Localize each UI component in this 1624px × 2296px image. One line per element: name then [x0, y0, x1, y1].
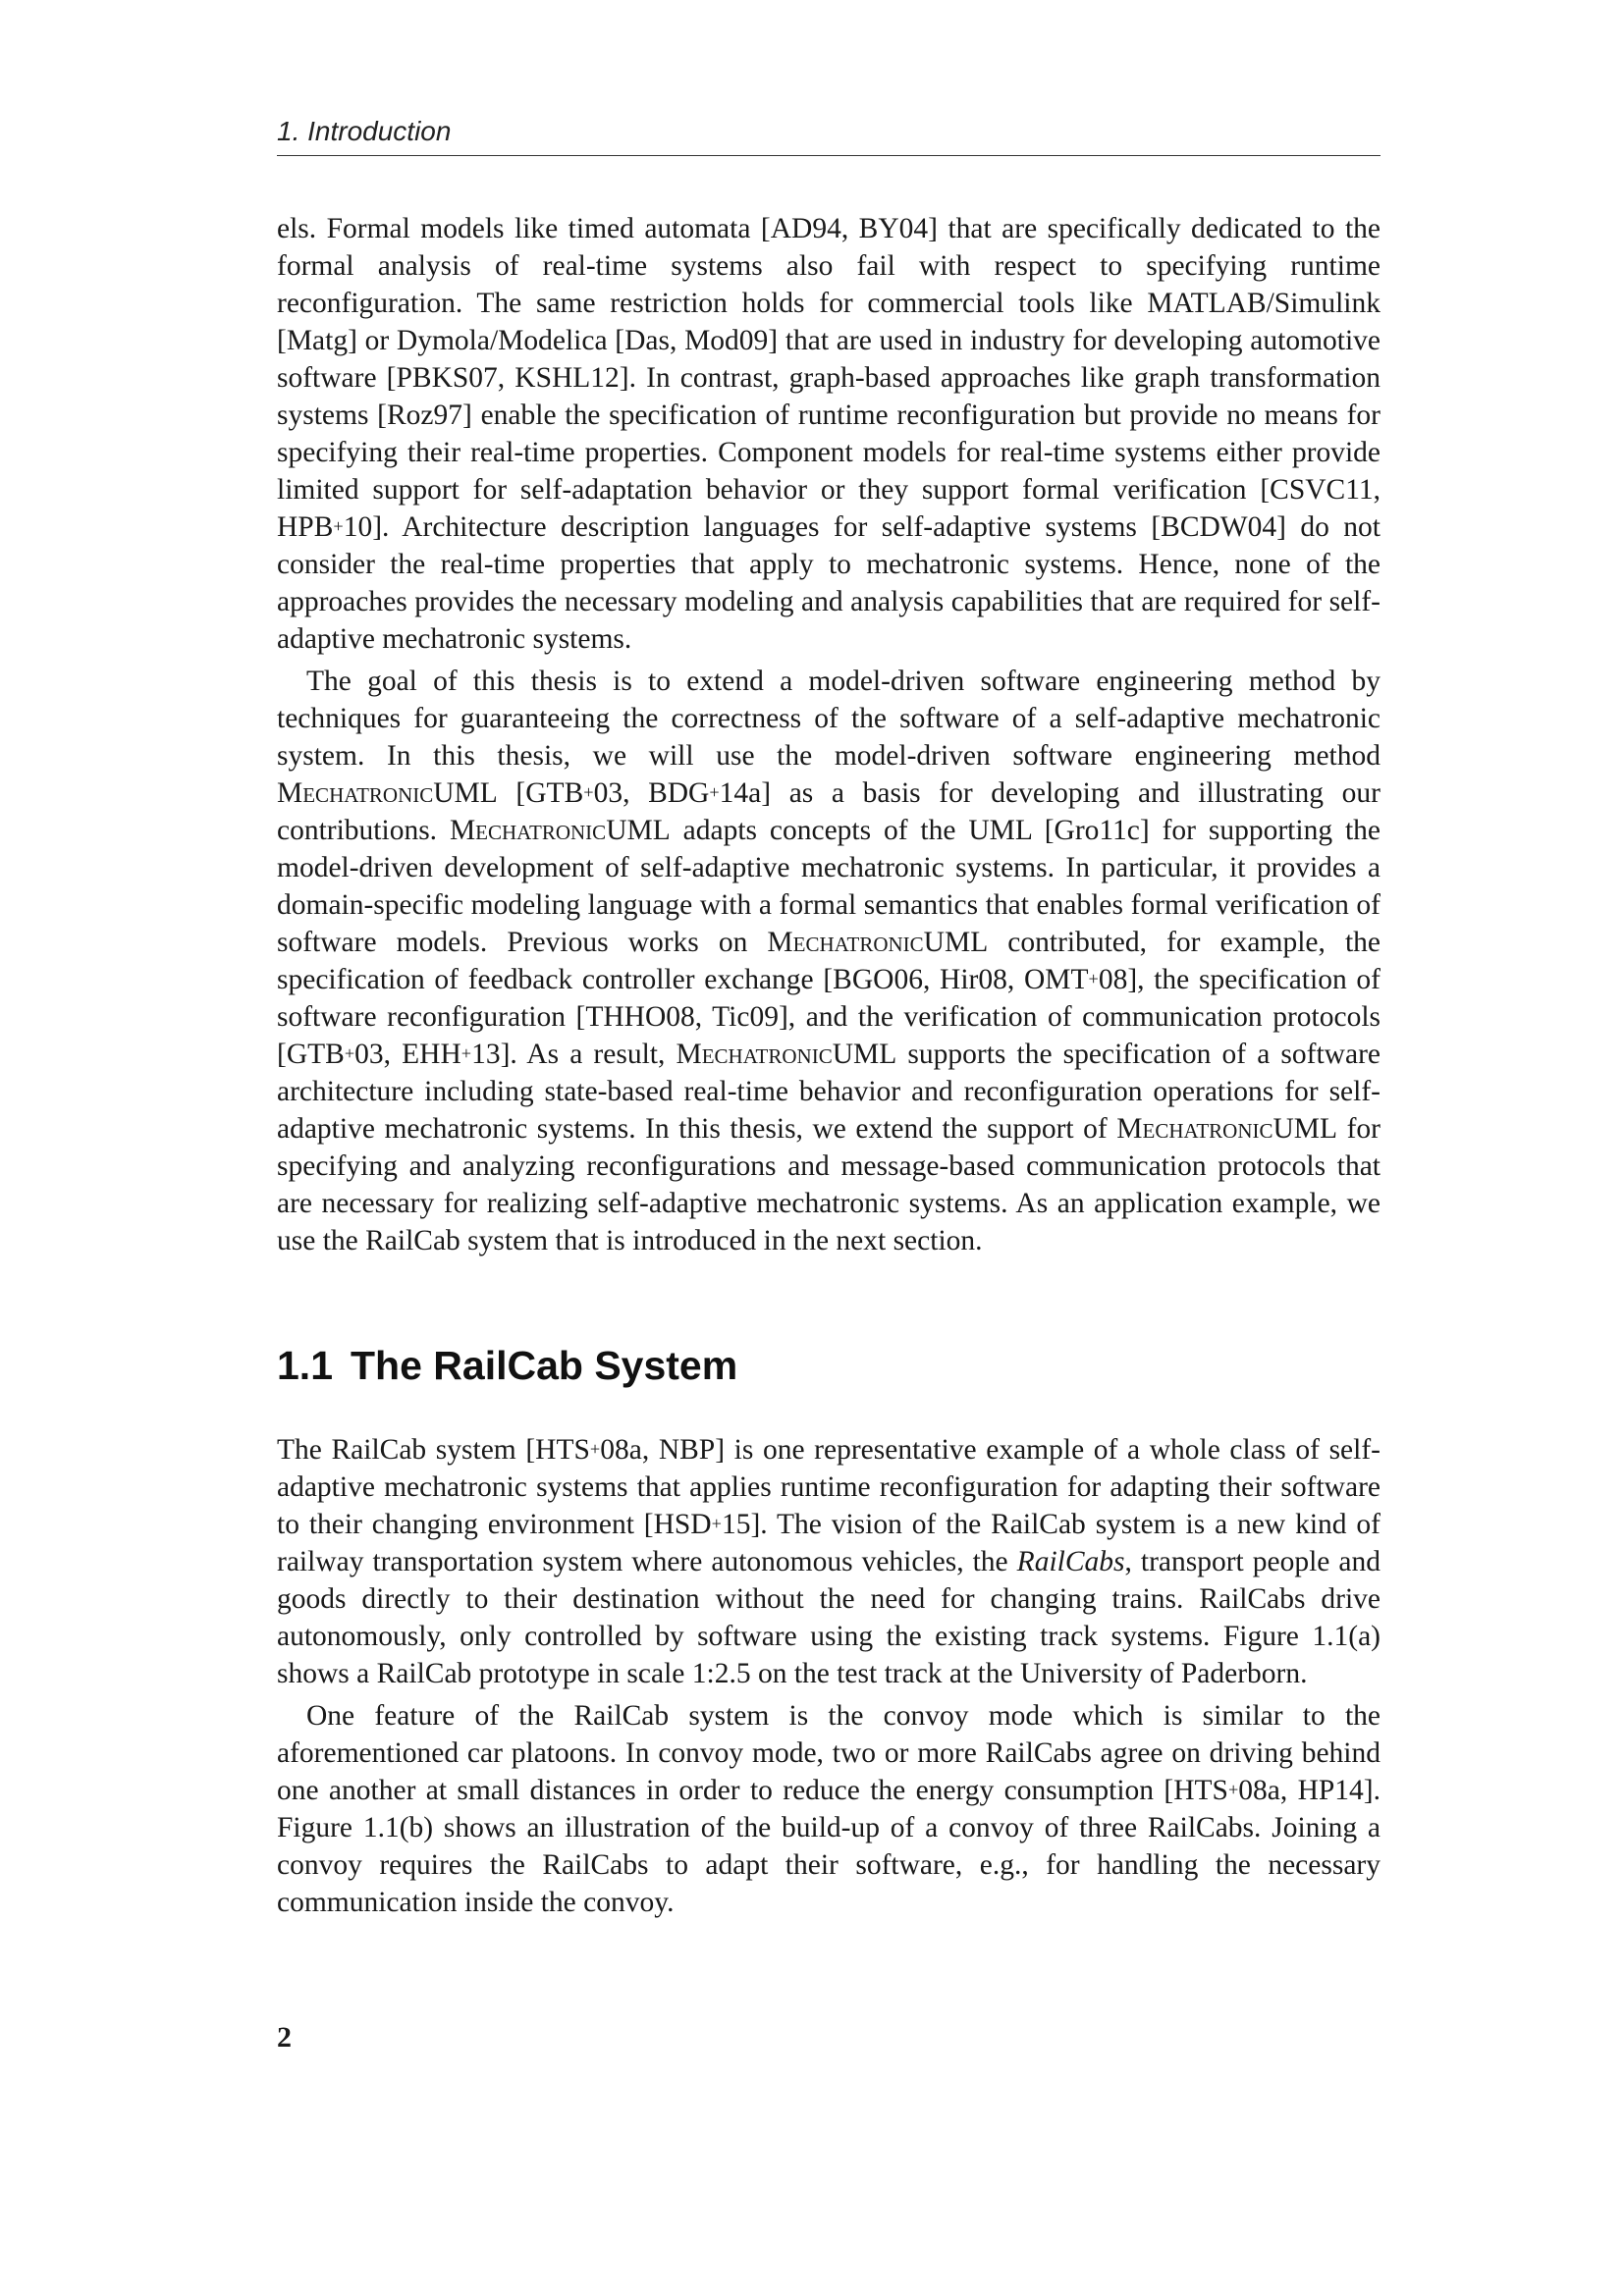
paragraph: els. Formal models like timed automata [AD94, BY04] that are specifically dedicated to the formal analysis of real-time systems also fail with respect to specifying runtime reconfiguration. The same restriction holds for commercial tools like MATLAB/Simulink [Matg] or Dymola/Modelica [Das, Mod09] that are used in industry for developing automotive software [PBKS07, KSHL12]. In contrast, graph-based approaches like graph transformation systems [Roz97] enable the specification of runtime reconfiguration but provide no means for specifying their real-time properties. Component models for real-time systems either provide limited support for self-adaptation behavior or they support formal verification [CSVC11, HPB+10]. Architecture description languages for self-adaptive systems [BCDW04] do not consider the real-time properties that apply to mechatronic systems. Hence, none of the approaches provides the necessary modeling and analysis capabilities that are required for self-adaptive mechatronic systems.: [277, 213, 1380, 655]
section-title: The RailCab System: [351, 1343, 738, 1388]
intro-body: [277, 210, 1380, 1259]
section-heading: [277, 1341, 737, 1390]
paper-page: [277, 0, 1380, 2296]
paragraph: The goal of this thesis is to extend a model-driven software engineering method by techniques for guaranteeing the correctness of the software of a self-adaptive mechatronic system. In this thesis, we will use the model-driven software engineering method MechatronicUML [GTB+03, BDG+14a] as a basis for developing and illustrating our contributions. MechatronicUML adapts concepts of the UML [Gro11c] for supporting the model-driven development of self-adaptive mechatronic systems. In particular, it provides a domain-specific modeling language with a formal semantics that enables formal verification of software models. Previous works on MechatronicUML contributed, for example, the specification of feedback controller exchange [BGO06, Hir08, OMT+08], the specification of software reconfiguration [THHO08, Tic09], and the verification of communication protocols [GTB+03, EHH+13]. As a result, MechatronicUML supports the specification of a software architecture including state-based real-time behavior and reconfiguration operations for self-adaptive mechatronic systems. In this thesis, we extend the support of MechatronicUML for specifying and analyzing reconfigurations and message-based communication protocols that are necessary for realizing self-adaptive mechatronic systems. As an application example, we use the RailCab system that is introduced in the next section.: [277, 666, 1380, 1256]
term-mechatronicuml: MechatronicUML: [767, 927, 989, 958]
page-number: 2: [277, 2021, 292, 2054]
paragraph: One feature of the RailCab system is the convoy mode which is similar to the aforementioned car platoons. In convoy mode, two or more RailCabs agree on driving behind one another at small distances in order to reduce the energy consumption [HTS+08a, HP14]. Figure 1.1(b) shows an illustration of the build-up of a convoy of three RailCabs. Joining a convoy requires the RailCabs to adapt their software, e.g., for handling the necessary communication inside the convoy.: [277, 1700, 1380, 1918]
section-number: 1.1: [277, 1343, 333, 1388]
running-title: 1. Introduction: [277, 116, 452, 146]
term-mechatronicuml: MechatronicUML: [277, 777, 498, 809]
section-body: [277, 1431, 1380, 1921]
running-header: [277, 112, 1380, 156]
term-mechatronicuml: MechatronicUML: [449, 815, 671, 846]
term-mechatronicuml: MechatronicUML: [1116, 1113, 1338, 1145]
paragraph: The RailCab system [HTS+08a, NBP] is one representative example of a whole class of self-adaptive mechatronic systems that applies runtime reconfiguration for adapting their software to their changing environment [HSD+15]. The vision of the RailCab system is a new kind of railway transportation system where autonomous vehicles, the RailCabs, transport people and goods directly to their destination without the need for changing trains. RailCabs drive autonomously, only controlled by software using the existing track systems. Figure 1.1(a) shows a RailCab prototype in scale 1:2.5 on the test track at the University of Paderborn.: [277, 1434, 1380, 1689]
term-mechatronicuml: MechatronicUML: [676, 1039, 897, 1070]
emphasis-railcabs: RailCabs: [1016, 1546, 1125, 1577]
